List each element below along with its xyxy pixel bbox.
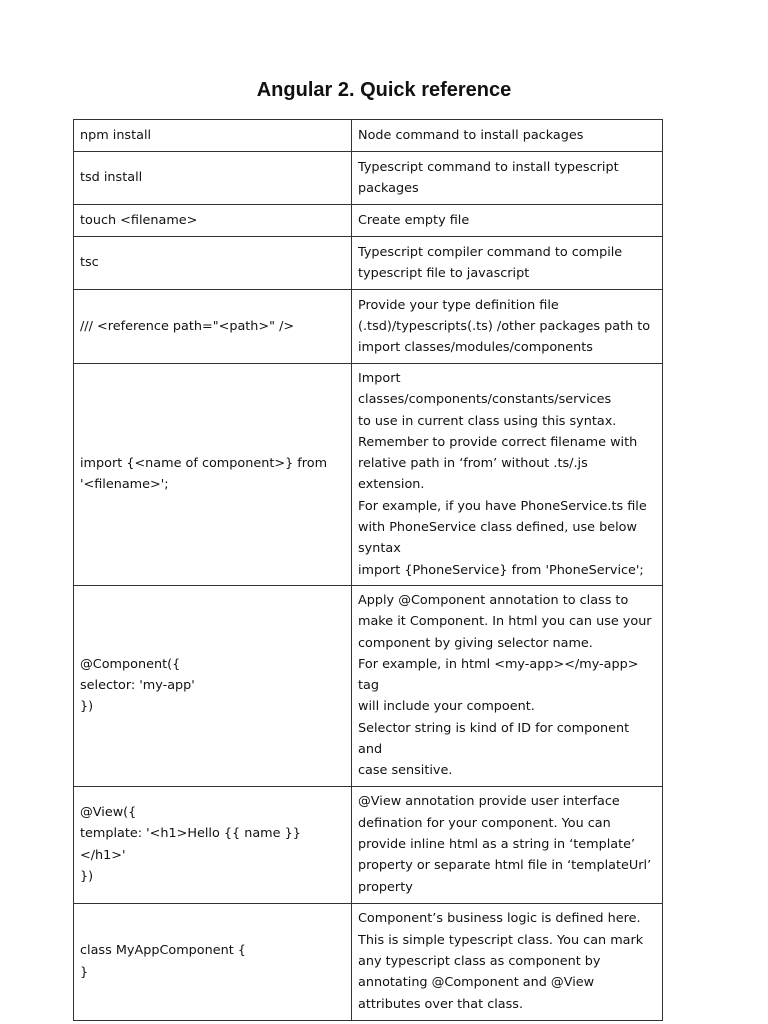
description-cell: Node command to install packages bbox=[352, 120, 663, 152]
table-row bbox=[74, 205, 663, 237]
table-row bbox=[74, 364, 663, 586]
table-row bbox=[74, 903, 663, 1020]
description-cell: Import classes/components/constants/services to use in current class using this syntax. Remember to provide correct filename with relative path in ‘from’ without .ts/.js extension. For example, if you have PhoneService.ts file with PhoneService class defined, use below syntax import {PhoneService} from 'PhoneService'; bbox=[352, 364, 663, 586]
command-cell: tsd install bbox=[74, 152, 352, 205]
command-cell: @View({ template: '<h1>Hello {{ name }}</h1>' }) bbox=[74, 786, 352, 903]
page-title: Angular 2. Quick reference bbox=[256, 79, 512, 101]
command-cell: import {<name of component>} from '<filename>'; bbox=[74, 364, 352, 586]
command-cell: touch <filename> bbox=[74, 205, 352, 237]
reference-table bbox=[73, 119, 663, 1021]
description-cell: @View annotation provide user interface defination for your component. You can provide inline html as a string in ‘template’ property or separate html file in ‘templateUrl’ property bbox=[352, 786, 663, 903]
table-row bbox=[74, 152, 663, 205]
command-cell: npm install bbox=[74, 120, 352, 152]
table-row bbox=[74, 237, 663, 290]
description-cell: Apply @Component annotation to class to make it Component. In html you can use your component by giving selector name. For example, in html <my-app></my-app> tag will include your compoent. Selector string is kind of ID for component and case sensitive. bbox=[352, 585, 663, 786]
command-cell: class MyAppComponent { } bbox=[74, 903, 352, 1020]
description-cell: Typescript compiler command to compile typescript file to javascript bbox=[352, 237, 663, 290]
description-cell: Component’s business logic is defined here. This is simple typescript class. You can mark any typescript class as component by annotating @Component and @View attributes over that class. bbox=[352, 903, 663, 1020]
table-row bbox=[74, 290, 663, 364]
description-cell: Typescript command to install typescript packages bbox=[352, 152, 663, 205]
table-row bbox=[74, 585, 663, 786]
description-cell: Provide your type definition file (.tsd)/typescripts(.ts) /other packages path to import classes/modules/components bbox=[352, 290, 663, 364]
description-cell: Create empty file bbox=[352, 205, 663, 237]
command-cell: /// <reference path="<path>" /> bbox=[74, 290, 352, 364]
command-cell: @Component({ selector: 'my-app' }) bbox=[74, 585, 352, 786]
table-row bbox=[74, 120, 663, 152]
table-row bbox=[74, 786, 663, 903]
command-cell: tsc bbox=[74, 237, 352, 290]
